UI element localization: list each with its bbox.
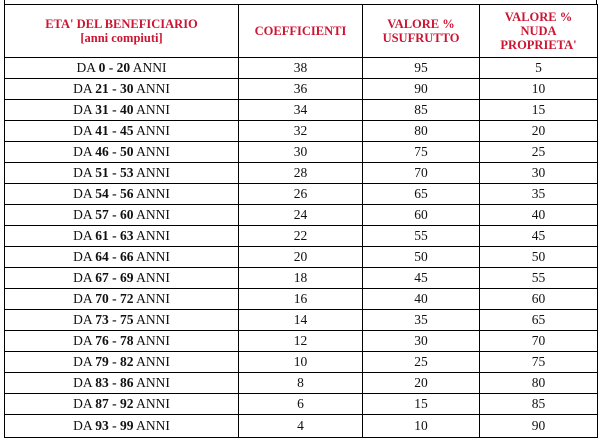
nuda-proprieta-cell: 65 — [480, 310, 598, 331]
nuda-proprieta-cell: 55 — [480, 268, 598, 289]
usufrutto-cell: 35 — [363, 310, 480, 331]
age-range: 67 - 69 — [95, 270, 134, 285]
age-prefix: DA — [73, 333, 92, 348]
coefficiente-cell: 4 — [239, 415, 363, 438]
age-suffix: ANNI — [136, 354, 170, 369]
age-prefix: DA — [73, 249, 92, 264]
age-range-cell — [5, 121, 239, 142]
header-nuda-line3: PROPRIETA' — [500, 38, 577, 52]
coefficiente-cell: 36 — [239, 79, 363, 100]
age-prefix: DA — [73, 418, 92, 433]
age-range-cell — [5, 79, 239, 100]
coefficiente-cell: 14 — [239, 310, 363, 331]
age-suffix: ANNI — [136, 312, 170, 327]
usufrutto-cell: 80 — [363, 121, 480, 142]
nuda-proprieta-cell: 60 — [480, 289, 598, 310]
table-header — [5, 5, 598, 58]
usufrutto-cell: 60 — [363, 205, 480, 226]
age-suffix: ANNI — [132, 60, 167, 75]
age-range: 64 - 66 — [95, 249, 134, 264]
age-range-cell — [5, 100, 239, 121]
header-usufrutto-line2: USUFRUTTO — [382, 31, 460, 45]
age-suffix: ANNI — [136, 144, 170, 159]
usufrutto-cell: 45 — [363, 268, 480, 289]
nuda-proprieta-cell: 70 — [480, 331, 598, 352]
age-range-cell — [5, 415, 239, 438]
table-row — [5, 310, 598, 331]
coefficiente-cell: 28 — [239, 163, 363, 184]
header-coefficienti-label: COEFFICIENTI — [254, 24, 347, 38]
nuda-proprieta-cell: 40 — [480, 205, 598, 226]
age-range: 51 - 53 — [95, 165, 134, 180]
nuda-proprieta-cell: 35 — [480, 184, 598, 205]
table-row — [5, 205, 598, 226]
age-suffix: ANNI — [136, 333, 170, 348]
age-range: 93 - 99 — [95, 418, 134, 433]
usufrutto-cell: 10 — [363, 415, 480, 438]
nuda-proprieta-cell: 20 — [480, 121, 598, 142]
usufrutto-cell: 85 — [363, 100, 480, 121]
age-range: 73 - 75 — [95, 312, 134, 327]
age-prefix: DA — [73, 165, 92, 180]
coefficiente-cell: 26 — [239, 184, 363, 205]
table-row — [5, 100, 598, 121]
age-range: 79 - 82 — [95, 354, 134, 369]
table-row — [5, 268, 598, 289]
nuda-proprieta-cell: 10 — [480, 79, 598, 100]
header-usufrutto-line1: VALORE % — [387, 17, 455, 31]
age-range: 21 - 30 — [95, 81, 134, 96]
table-row — [5, 331, 598, 352]
age-range-cell — [5, 163, 239, 184]
coefficiente-cell: 12 — [239, 331, 363, 352]
coefficiente-cell: 24 — [239, 205, 363, 226]
age-suffix: ANNI — [136, 186, 170, 201]
age-range-cell — [5, 310, 239, 331]
usufrutto-cell: 65 — [363, 184, 480, 205]
age-range: 54 - 56 — [95, 186, 134, 201]
age-prefix: DA — [73, 144, 92, 159]
age-prefix: DA — [73, 81, 92, 96]
header-nuda-line1: VALORE % — [504, 10, 573, 24]
usufrutto-cell: 75 — [363, 142, 480, 163]
age-suffix: ANNI — [136, 375, 170, 390]
age-suffix: ANNI — [136, 102, 170, 117]
header-nuda-proprieta — [480, 5, 598, 58]
age-range-cell — [5, 58, 239, 79]
usufrutto-cell: 40 — [363, 289, 480, 310]
age-range: 76 - 78 — [95, 333, 134, 348]
age-prefix: DA — [73, 207, 92, 222]
age-range: 41 - 45 — [95, 123, 134, 138]
age-range-cell — [5, 247, 239, 268]
table-row — [5, 394, 598, 415]
coefficiente-cell: 20 — [239, 247, 363, 268]
nuda-proprieta-cell: 50 — [480, 247, 598, 268]
table-row — [5, 184, 598, 205]
table-body — [5, 58, 598, 438]
nuda-proprieta-cell: 75 — [480, 352, 598, 373]
age-range-cell — [5, 184, 239, 205]
nuda-proprieta-cell: 80 — [480, 373, 598, 394]
header-usufrutto — [363, 5, 480, 58]
header-age-title: ETA' DEL BENEFICIARIO — [45, 17, 198, 31]
age-range-cell — [5, 289, 239, 310]
coefficiente-cell: 18 — [239, 268, 363, 289]
age-range: 61 - 63 — [95, 228, 134, 243]
age-suffix: ANNI — [136, 396, 170, 411]
coefficiente-cell: 10 — [239, 352, 363, 373]
age-prefix: DA — [73, 102, 92, 117]
age-range: 46 - 50 — [95, 144, 134, 159]
coefficiente-cell: 22 — [239, 226, 363, 247]
age-range: 70 - 72 — [95, 291, 134, 306]
usufrutto-cell: 30 — [363, 331, 480, 352]
age-range: 31 - 40 — [95, 102, 134, 117]
nuda-proprieta-cell: 25 — [480, 142, 598, 163]
age-prefix: DA — [73, 354, 92, 369]
nuda-proprieta-cell: 90 — [480, 415, 598, 438]
age-suffix: ANNI — [136, 123, 170, 138]
coefficiente-cell: 38 — [239, 58, 363, 79]
age-prefix: DA — [73, 123, 92, 138]
table-row — [5, 226, 598, 247]
usufrutto-cell: 50 — [363, 247, 480, 268]
age-range-cell — [5, 331, 239, 352]
coefficients-table — [4, 4, 598, 438]
header-age-subtitle: [anni compiuti] — [80, 31, 163, 45]
coefficiente-cell: 6 — [239, 394, 363, 415]
age-prefix: DA — [76, 60, 96, 75]
age-prefix: DA — [73, 312, 92, 327]
age-range: 57 - 60 — [95, 207, 134, 222]
age-range: 0 - 20 — [98, 60, 131, 75]
age-range-cell — [5, 226, 239, 247]
age-prefix: DA — [73, 396, 92, 411]
age-range-cell — [5, 352, 239, 373]
age-suffix: ANNI — [136, 81, 170, 96]
table-row — [5, 163, 598, 184]
age-suffix: ANNI — [136, 165, 170, 180]
age-range: 87 - 92 — [95, 396, 134, 411]
table-row — [5, 142, 598, 163]
age-prefix: DA — [73, 228, 92, 243]
nuda-proprieta-cell: 85 — [480, 394, 598, 415]
header-nuda-line2: NUDA — [520, 24, 557, 38]
nuda-proprieta-cell: 45 — [480, 226, 598, 247]
coefficiente-cell: 32 — [239, 121, 363, 142]
coefficiente-cell: 34 — [239, 100, 363, 121]
usufrutto-cell: 95 — [363, 58, 480, 79]
nuda-proprieta-cell: 15 — [480, 100, 598, 121]
age-suffix: ANNI — [136, 270, 170, 285]
age-suffix: ANNI — [136, 249, 170, 264]
coefficiente-cell: 16 — [239, 289, 363, 310]
age-range-cell — [5, 373, 239, 394]
usufrutto-cell: 70 — [363, 163, 480, 184]
usufrutto-cell: 20 — [363, 373, 480, 394]
header-row — [5, 5, 598, 58]
table-row — [5, 289, 598, 310]
age-prefix: DA — [73, 186, 92, 201]
nuda-proprieta-cell: 5 — [480, 58, 598, 79]
age-range-cell — [5, 205, 239, 226]
header-age — [5, 5, 239, 58]
table-row — [5, 58, 598, 79]
table-row — [5, 415, 598, 438]
table-row — [5, 247, 598, 268]
header-coefficienti — [239, 5, 363, 58]
nuda-proprieta-cell: 30 — [480, 163, 598, 184]
coefficiente-cell: 30 — [239, 142, 363, 163]
age-suffix: ANNI — [136, 418, 170, 433]
table-row — [5, 79, 598, 100]
age-range-cell — [5, 142, 239, 163]
age-prefix: DA — [73, 375, 92, 390]
table-row — [5, 373, 598, 394]
age-range-cell — [5, 394, 239, 415]
usufrutto-cell: 15 — [363, 394, 480, 415]
usufrutto-cell: 25 — [363, 352, 480, 373]
age-suffix: ANNI — [136, 207, 170, 222]
usufrutto-cell: 90 — [363, 79, 480, 100]
age-range-cell — [5, 268, 239, 289]
age-suffix: ANNI — [136, 228, 170, 243]
age-range: 83 - 86 — [95, 375, 134, 390]
age-suffix: ANNI — [136, 291, 170, 306]
coefficiente-cell: 8 — [239, 373, 363, 394]
usufrutto-cell: 55 — [363, 226, 480, 247]
age-prefix: DA — [73, 270, 92, 285]
table-row — [5, 121, 598, 142]
table-row — [5, 352, 598, 373]
age-prefix: DA — [73, 291, 92, 306]
